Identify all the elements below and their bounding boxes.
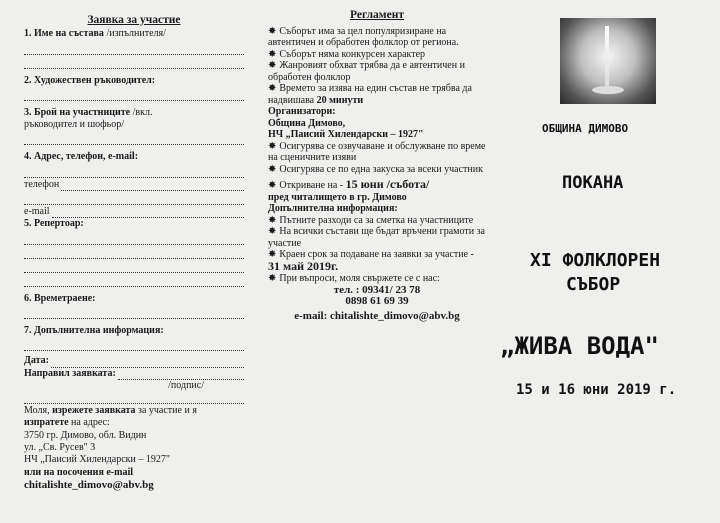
field-submitted-by: Направил заявката:	[24, 368, 244, 380]
event-title-line1: XI ФОЛКЛОРЕН	[530, 250, 661, 271]
contact-email: chitalishte_dimovo@abv.bg	[24, 478, 154, 491]
bullet-icon: ✸	[268, 214, 277, 226]
field-email: e-mail	[24, 206, 244, 218]
phone-number: 0898 61 69 39	[345, 295, 409, 307]
bullet-icon: ✸	[268, 140, 277, 152]
bullet-icon: ✸	[268, 226, 277, 237]
blank-line	[24, 133, 244, 145]
waterfall-photo	[560, 18, 656, 104]
blank-line	[24, 392, 244, 404]
organizer-line: Община Димово,	[268, 117, 346, 129]
field-date: Дата:	[24, 355, 244, 367]
rule-item: ✸ Осигурява се озвучаване и обслужване по време на сценичните изяви	[268, 140, 486, 163]
additional-info-heading: Допълнителна информация:	[268, 203, 398, 214]
field-additional: 7. Допълнителна информация:	[24, 324, 164, 336]
bullet-icon: ✸	[268, 249, 277, 260]
address-line: ул. „Св. Русев" 3	[24, 442, 96, 454]
event-name: „ЖИВА ВОДА"	[500, 332, 659, 360]
rule-item: ✸ Времето за изява на един състав не трябва да надвишава 20 минути	[268, 83, 472, 106]
rules-email: e-mail: chitalishte_dimovo@abv.bg	[294, 309, 460, 322]
blank-line	[24, 261, 244, 273]
blank-line	[24, 339, 244, 351]
blank-line	[24, 166, 244, 178]
rules-title: Регламент	[349, 9, 405, 21]
instructions-send: изпратете на адрес:	[24, 417, 110, 429]
rules-section	[268, 10, 486, 322]
blank-line	[24, 193, 244, 205]
event-title-line2: СЪБОР	[566, 274, 621, 295]
rule-item: ✸ Краен срок за подаване на заявки за участие - 31 май 2019г.	[268, 249, 474, 273]
blank-line	[24, 89, 244, 101]
blank-line	[24, 233, 244, 245]
address-line: НЧ „Паисий Хилендарски – 1927"	[24, 454, 170, 466]
blank-line	[24, 307, 244, 319]
rule-item: ✸ Откриване на - 15 юни /събота/	[268, 177, 430, 191]
bullet-icon: ✸	[268, 83, 277, 94]
or-email-note: или на посочения e-mail	[24, 466, 134, 478]
rule-item: ✸ Съборът има за цел популяризиране на автентичен и обработен фолклор от региона.	[268, 25, 459, 48]
rule-item: ✸ Пътните разходи са за сметка на участниците	[268, 214, 474, 226]
instructions: Моля, изрежете заявката за участие и я	[24, 405, 197, 417]
application-form	[24, 14, 244, 491]
opening-location: пред читалището в гр. Димово	[268, 191, 407, 203]
field-participants-note: ръководител и шофьор/	[24, 119, 124, 131]
rule-item: ✸ Съборът няма конкурсен характер	[268, 48, 426, 60]
organizer-line: НЧ „Паисий Хилендарски – 1927"	[268, 129, 424, 140]
invitation-heading: ПОКАНА	[562, 173, 624, 193]
bullet-icon: ✸	[268, 60, 277, 71]
bullet-icon: ✸	[268, 273, 277, 284]
blank-line	[24, 43, 244, 55]
rule-item: ✸ На всички състави ще бъдат връчени грамоти за участие	[268, 226, 485, 249]
field-repertoire: 5. Репертоар:	[24, 218, 84, 230]
rule-item: ✸ Жанровият обхват трябва да е автентичен и обработен фолклор	[268, 60, 465, 83]
cover-section	[500, 10, 715, 510]
phone-number: тел. : 09341/ 23 78	[333, 283, 421, 296]
bullet-icon: ✸	[268, 25, 277, 37]
field-art-director: 2. Художествен ръководител:	[24, 74, 156, 86]
field-participants: 3. Брой на участниците /вкл.	[24, 106, 153, 118]
field-address: 4. Адрес, телефон, e-mail:	[24, 151, 139, 163]
signature-label: /подпис/	[168, 379, 204, 391]
organizers-heading: Организатори:	[268, 106, 336, 117]
form-title: Заявка за участие	[87, 14, 181, 26]
bullet-icon: ✸	[268, 48, 277, 60]
field-duration: 6. Времетраене:	[24, 292, 96, 304]
municipality-label: ОБЩИНА ДИМОВО	[542, 122, 629, 135]
blank-line	[24, 57, 244, 69]
address-line: 3750 гр. Димово, обл. Видин	[24, 429, 147, 441]
bullet-icon: ✸	[268, 163, 277, 175]
bullet-icon: ✸	[268, 180, 277, 191]
field-phone: телефон	[24, 179, 244, 191]
blank-line	[24, 275, 244, 287]
rule-item: ✸ Осигурява се по една закуска за всеки участник	[268, 163, 483, 175]
field-ensemble-name: 1. Име на състава /изпълнителя/	[24, 28, 166, 40]
blank-line	[24, 247, 244, 259]
rule-item: ✸ При въпроси, моля свържете се с нас:	[268, 273, 440, 284]
event-dates: 15 и 16 юни 2019 г.	[516, 382, 677, 398]
